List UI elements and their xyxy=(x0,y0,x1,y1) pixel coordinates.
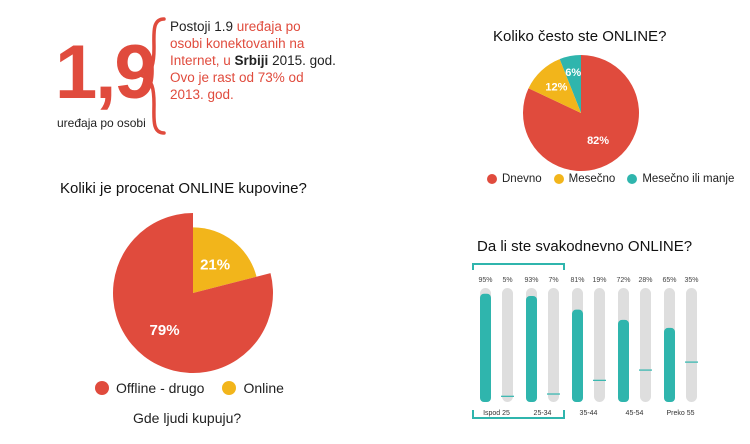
category-label-ispod-25: Ispod 25 xyxy=(483,410,510,417)
purchase-pie-chart xyxy=(110,210,276,376)
category-label-35-44: 35-44 xyxy=(579,410,598,417)
stat-line1-a: Postoji 1.9 xyxy=(170,19,237,34)
frequency-pie-chart xyxy=(520,52,642,174)
bar-track xyxy=(686,288,697,402)
pie-label-mese-no: 12% xyxy=(545,81,568,94)
bar-25-34 xyxy=(526,296,537,402)
stat-line4: Ovo je rast od 73% od xyxy=(170,70,304,85)
pie-label-online: 21% xyxy=(200,256,231,274)
stat-line3-c: 2015. god. xyxy=(268,53,336,68)
legend-swatch-online xyxy=(222,381,236,395)
stat-line5: 2013. god. xyxy=(170,87,234,102)
category-label-25-34: 25-34 xyxy=(533,410,552,417)
bar-value-label: 28% xyxy=(638,277,653,284)
frequency-legend xyxy=(487,173,746,185)
purchase-chart-title: Koliki je procenat ONLINE kupovine? xyxy=(60,180,307,197)
legend-item-dnevno xyxy=(487,173,542,185)
bar-value-label: 95% xyxy=(478,277,493,284)
daily-bar-chart xyxy=(470,262,710,432)
pie-label-offline-drugo: 79% xyxy=(149,321,180,339)
legend-swatch-mesecno-ili-manje xyxy=(627,174,637,184)
legend-swatch-dnevno xyxy=(487,174,497,184)
stat-description xyxy=(170,18,375,103)
legend-label-online: Online xyxy=(243,380,284,396)
bar-value-label: 81% xyxy=(570,277,585,284)
stat-line2: osobi konektovanih na xyxy=(170,36,305,51)
stat-line3-b: Srbiji xyxy=(234,53,269,68)
highlight-bracket-top xyxy=(473,264,564,270)
bar-value-label: 93% xyxy=(524,277,539,284)
curly-brace-icon xyxy=(140,16,168,136)
stat-line1-b: uređaja po xyxy=(236,19,301,34)
legend-label-offline: Offline - drugo xyxy=(116,380,205,396)
stat-line3-a: Internet, u xyxy=(170,53,235,68)
bar-ispod-25 xyxy=(480,294,491,402)
daily-chart-title: Da li ste svakodnevno ONLINE? xyxy=(477,238,693,255)
bar-preko-55 xyxy=(664,328,675,402)
legend-label-mesecno-ili-manje: Mesečno ili manje xyxy=(642,173,735,185)
big-number-caption: uređaja po osobi xyxy=(57,116,146,130)
legend-swatch-mesecno xyxy=(554,174,564,184)
bar-value-label: 7% xyxy=(548,277,559,284)
legend-item-offline xyxy=(95,380,204,396)
bar-track xyxy=(548,288,559,402)
category-label-45-54: 45-54 xyxy=(625,410,644,417)
frequency-chart-title: Koliko često ste ONLINE? xyxy=(493,28,667,45)
pie-label-mese-no-ili-manje: 6% xyxy=(565,66,582,79)
legend-item-mesecno xyxy=(554,173,616,185)
purchase-legend xyxy=(95,380,302,396)
bar-value-label: 19% xyxy=(592,277,607,284)
category-label-preko-55: Preko 55 xyxy=(666,410,695,417)
bar-value-label: 35% xyxy=(684,277,699,284)
pie-slice-offline-drugo xyxy=(113,213,273,373)
pie-label-dnevno: 82% xyxy=(587,134,610,147)
bar-track xyxy=(502,288,513,402)
purchase-footer: Gde ljudi kupuju? xyxy=(133,410,242,426)
big-number: 1,9 xyxy=(55,30,155,115)
legend-swatch-offline xyxy=(95,381,109,395)
bar-track xyxy=(594,288,605,402)
bar-45-54 xyxy=(618,320,629,402)
bar-35-44 xyxy=(572,310,583,402)
legend-label-dnevno: Dnevno xyxy=(502,173,542,185)
bar-value-label: 72% xyxy=(616,277,631,284)
legend-item-mesecno-ili-manje xyxy=(627,173,734,185)
legend-item-online xyxy=(222,380,283,396)
bar-value-label: 5% xyxy=(502,277,513,284)
bar-track xyxy=(640,288,651,402)
legend-label-mesecno: Mesečno xyxy=(568,173,616,185)
bar-value-label: 65% xyxy=(662,277,677,284)
